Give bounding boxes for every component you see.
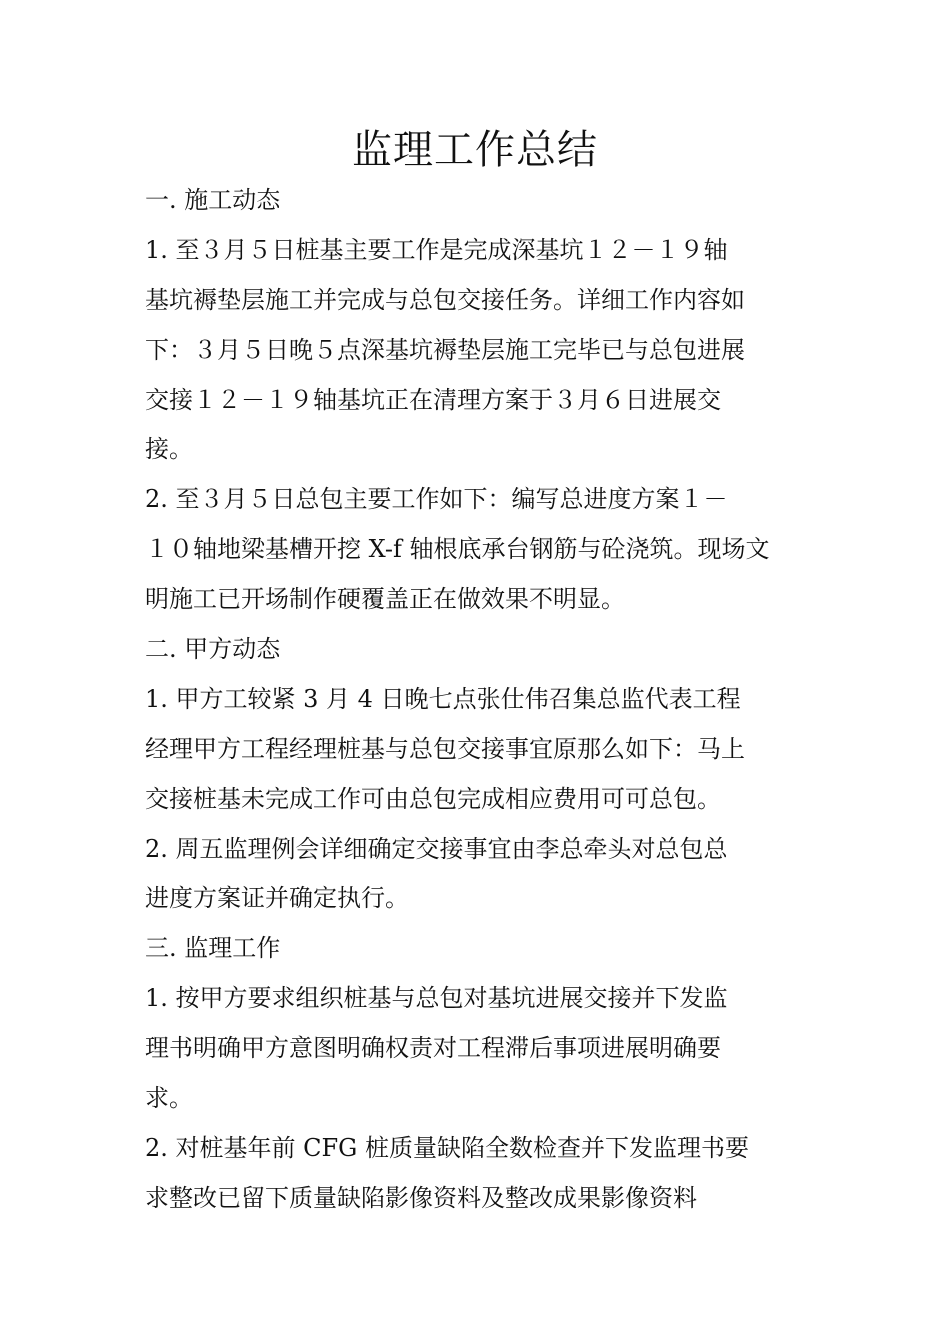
paragraph-line: 求。 <box>145 1084 193 1113</box>
paragraph-line: １０轴地梁基槽开挖 X-f 轴根底承台钢筋与砼浇筑。现场文 <box>145 535 770 564</box>
paragraph-line: 1. 甲方工较紧 3 月 4 日晚七点张仕伟召集总监代表工程 <box>145 684 741 713</box>
paragraph-line: 下：３月５日晚５点深基坑褥垫层施工完毕已与总包进展 <box>145 335 745 364</box>
paragraph-line: 经理甲方工程经理桩基与总包交接事宜原那么如下：马上 <box>145 734 745 763</box>
paragraph-line: 进度方案证并确定执行。 <box>145 884 409 913</box>
paragraph-line: 交接桩基未完成工作可由总包完成相应费用可可总包。 <box>145 784 721 813</box>
paragraph-line: 2. 至３月５日总包主要工作如下：编写总进度方案１－ <box>145 485 728 514</box>
section-heading-owner: 二. 甲方动态 <box>145 635 281 664</box>
paragraph-line: 2. 对桩基年前 CFG 桩质量缺陷全数检查并下发监理书要 <box>145 1133 749 1162</box>
paragraph-line: 基坑褥垫层施工并完成与总包交接任务。详细工作内容如 <box>145 285 745 314</box>
document-body <box>145 176 810 1224</box>
paragraph-line: 理书明确甲方意图明确权责对工程滞后事项进展明确要 <box>145 1034 721 1063</box>
document-title: 监理工作总结 <box>352 127 598 173</box>
section-heading-construction: 一. 施工动态 <box>145 186 281 214</box>
paragraph-line: 1. 按甲方要求组织桩基与总包对基坑进展交接并下发监 <box>145 984 728 1013</box>
paragraph-line: 明施工已开场制作硬覆盖正在做效果不明显。 <box>145 585 625 614</box>
paragraph-line: 接。 <box>145 435 193 464</box>
paragraph-line: 2. 周五监理例会详细确定交接事宜由李总牵头对总包总 <box>145 834 728 863</box>
paragraph-line: 求整改已留下质量缺陷影像资料及整改成果影像资料 <box>145 1183 697 1212</box>
paragraph-line: 交接１２－１９轴基坑正在清理方案于３月６日进展交 <box>145 385 721 414</box>
paragraph-line: 1. 至３月５日桩基主要工作是完成深基坑１２－１９轴 <box>145 235 728 264</box>
section-heading-supervision: 三. 监理工作 <box>145 934 281 963</box>
